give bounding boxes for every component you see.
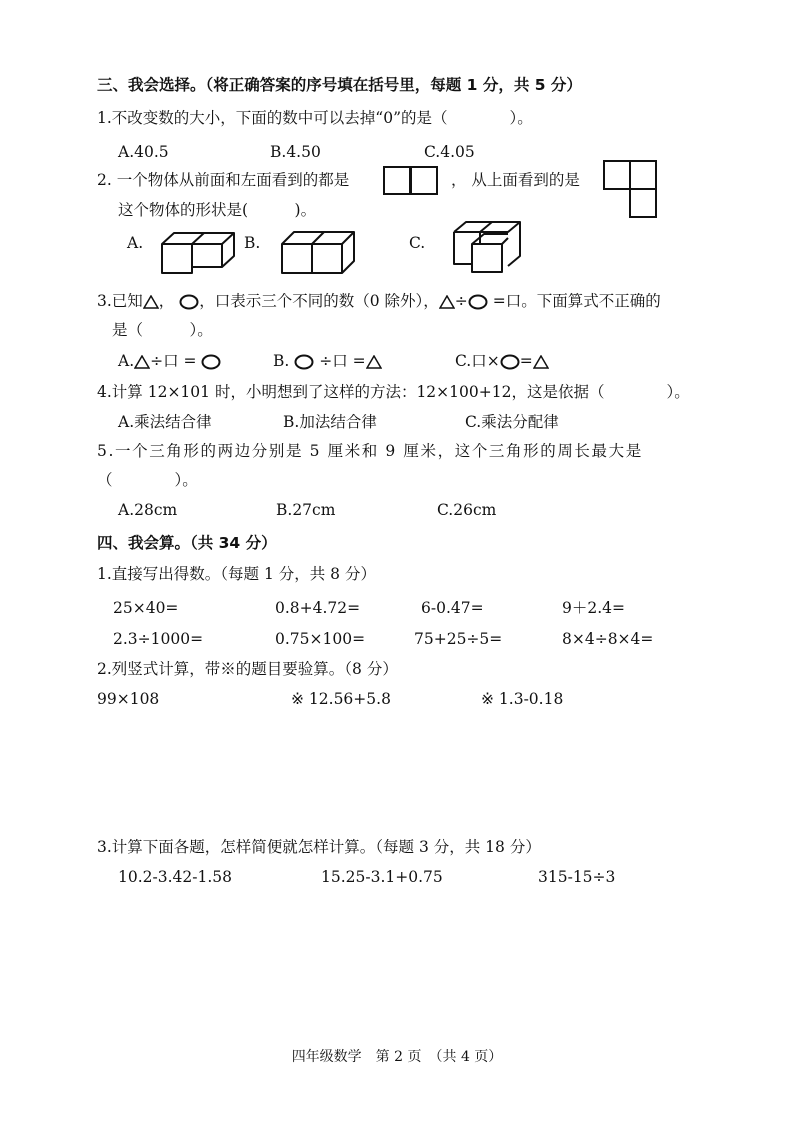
calc-item: 0.75×100= <box>275 630 366 648</box>
calc-item: 2.3÷1000= <box>113 630 204 648</box>
q3-option-c-expr: = <box>519 352 533 370</box>
section4-title: 四、我会算。（共 34 分） <box>97 534 277 552</box>
calc-item: 6-0.47= <box>421 599 484 617</box>
triangle-symbol <box>439 295 455 309</box>
page-footer: 四年级数学 第 2 页 （共 4 页） <box>291 1049 503 1065</box>
q3-text-p1: 3.已知 <box>97 292 143 310</box>
q3-option-b-label: B. <box>273 352 290 370</box>
q1-option-a: A.40.5 <box>118 143 169 161</box>
s4-p2-title: 2.列竖式计算，带※的题目要验算。（8 分） <box>97 660 398 678</box>
q4-option-b: B.加法结合律 <box>283 413 377 431</box>
vertical-calc-item: ※ 1.3-0.18 <box>481 690 564 708</box>
simplify-calc-item: 15.25-3.1+0.75 <box>321 868 443 886</box>
top-view-figure <box>603 160 659 220</box>
q1-text: 1.不改变数的大小，下面的数中可以去掉“0”的是（ ）。 <box>97 109 533 127</box>
section3-title: 三、我会选择。（将正确答案的序号填在括号里，每题 1 分，共 5 分） <box>97 76 582 94</box>
q5-option-c: C.26cm <box>437 501 497 519</box>
calc-item: 8×4÷8×4= <box>562 630 654 648</box>
q5-option-b: B.27cm <box>276 501 336 519</box>
q5-text: 5.一个三角形的两边分别是 5 厘米和 9 厘米，这个三角形的周长最大是 <box>97 442 643 460</box>
q4-text: 4.计算 12×101 时，小明想到了这样的方法：12×100+12，这是依据（ ）。 <box>97 383 690 401</box>
q3-text-p4: ÷ <box>454 292 468 310</box>
circle-symbol <box>179 294 199 310</box>
simplify-calc-item: 10.2-3.42-1.58 <box>118 868 233 886</box>
triangle-symbol <box>143 295 159 309</box>
calc-item: 0.8+4.72= <box>275 599 361 617</box>
q3-option-a-expr: ÷口 = <box>150 352 197 370</box>
q3-option-b-expr: ÷口 = <box>319 352 366 370</box>
cube-figure-a <box>158 220 240 276</box>
q2-text-part2: ， 从上面看到的是 <box>451 171 580 189</box>
q5-line2: （ ）。 <box>97 471 198 489</box>
calc-item: 9＋2.4= <box>562 599 625 617</box>
q3-text-p5: =口。下面算式不正确的 <box>492 292 661 310</box>
simplify-calc-item: 315-15÷3 <box>538 868 616 886</box>
q3-option-a <box>118 350 221 372</box>
q3-text-p3: ，口表示三个不同的数（0 除外）， <box>199 292 439 310</box>
cube-figure-c <box>450 216 526 276</box>
calc-item: 75+25÷5= <box>414 630 503 648</box>
q3-option-a-label: A. <box>118 352 135 370</box>
q1-option-c: C.4.05 <box>424 143 475 161</box>
q2-option-b: B. <box>244 234 261 252</box>
q2-option-a: A. <box>127 234 144 252</box>
q4-option-a: A.乘法结合律 <box>118 413 212 431</box>
q2-option-c: C. <box>409 234 426 252</box>
cube-figure-b <box>278 220 360 276</box>
circle-symbol <box>468 294 488 310</box>
circle-symbol <box>500 354 520 370</box>
triangle-symbol <box>366 355 382 369</box>
q3-text-p2: ， <box>158 292 175 310</box>
q2-text-line2: 这个物体的形状是( )。 <box>118 201 317 219</box>
triangle-symbol <box>134 355 150 369</box>
vertical-calc-item: 99×108 <box>97 690 160 708</box>
circle-symbol <box>201 354 221 370</box>
s4-p3-title: 3.计算下面各题，怎样简便就怎样计算。（每题 3 分，共 18 分） <box>97 838 541 856</box>
q1-option-b: B.4.50 <box>270 143 321 161</box>
q3-line1 <box>97 290 661 312</box>
triangle-symbol <box>533 355 549 369</box>
s4-p1-title: 1.直接写出得数。（每题 1 分，共 8 分） <box>97 565 376 583</box>
q2-text-part1: 2. 一个物体从前面和左面看到的都是 <box>97 171 350 189</box>
calc-item: 25×40= <box>113 599 179 617</box>
q3-option-c <box>455 350 549 372</box>
q3-option-b <box>273 350 382 372</box>
q3-option-c-label: C.口× <box>455 352 500 370</box>
vertical-calc-item: ※ 12.56+5.8 <box>291 690 391 708</box>
q4-option-c: C.乘法分配律 <box>465 413 559 431</box>
q5-option-a: A.28cm <box>118 501 178 519</box>
front-view-figure <box>383 166 439 196</box>
circle-symbol <box>294 354 314 370</box>
q3-line2: 是（ ）。 <box>112 321 213 339</box>
